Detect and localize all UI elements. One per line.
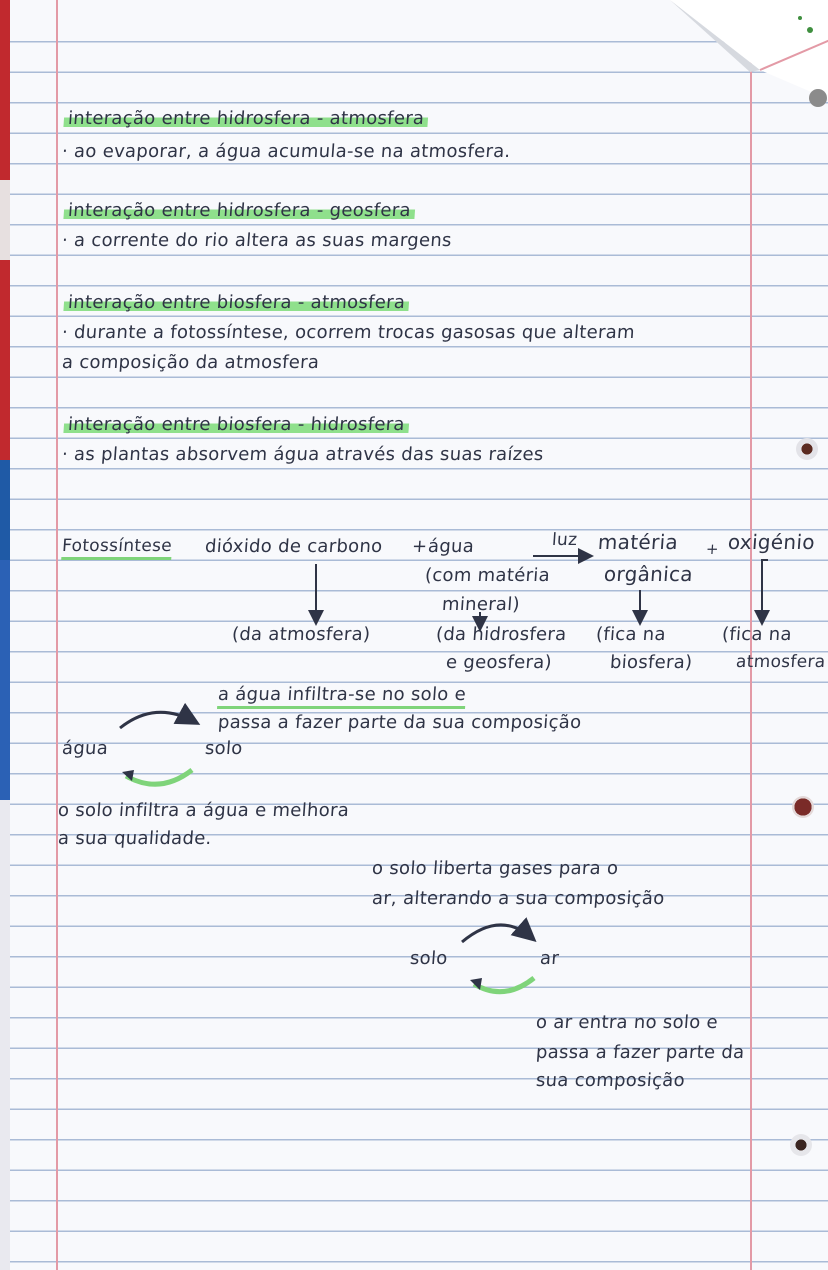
arrow-oxygen-origin <box>762 560 768 622</box>
note-biosfera-atmosfera-cont: a composição da atmosfera <box>61 352 320 373</box>
cycle2-top-2: ar, alterando a sua composição <box>371 888 666 909</box>
origin-organic-2: biosfera) <box>609 652 694 673</box>
cycle1-bottom-2: a sua qualidade. <box>57 828 213 849</box>
product-organic-matter-2: orgânica <box>603 562 694 586</box>
origin-oxygen-2: atmosfera <box>735 652 827 672</box>
cycle2-top-1: o solo liberta gases para o <box>371 858 620 879</box>
cycle2-right-air: ar <box>539 948 560 969</box>
heading-hidrosfera-geosfera: interação entre hidrosfera - geosfera <box>63 200 415 221</box>
cycle2-arrow-top <box>462 925 532 942</box>
reagent-co2: dióxido de carbono <box>204 536 384 557</box>
cycle2-bottom-1: o ar entra no solo e <box>535 1012 719 1033</box>
heading-biosfera-hidrosfera: interação entre biosfera - hidrosfera <box>63 414 409 435</box>
cycle1-top-2: passa a fazer parte da sua composição <box>217 712 583 733</box>
cycle2-arrow-bottom <box>474 978 534 992</box>
heading-biosfera-atmosfera: interação entre biosfera - atmosfera <box>63 292 410 313</box>
origin-oxygen-1: (fica na <box>721 624 793 645</box>
note-biosfera-atmosfera: · durante a fotossíntese, ocorrem trocas gasosas que alteram <box>61 322 636 343</box>
note-hidrosfera-atmosfera: · ao evaporar, a água acumula-se na atmosfera. <box>61 141 512 162</box>
note-hidrosfera-geosfera: · a corrente do rio altera as suas margens <box>61 230 453 251</box>
cycle1-bottom-1: o solo infiltra a água e melhora <box>57 800 350 821</box>
arrow-label-light: luz <box>551 530 579 550</box>
plus-sign-1: + <box>411 536 429 557</box>
origin-co2: (da atmosfera) <box>231 624 372 645</box>
product-organic-matter-1: matéria <box>597 530 679 554</box>
origin-water-1: (da hidrosfera <box>435 624 568 645</box>
cycle1-top-1: a água infiltra-se no solo e <box>217 684 466 705</box>
cycle1-right-soil: solo <box>204 738 244 759</box>
note-biosfera-hidrosfera: · as plantas absorvem água através das suas raízes <box>61 444 545 465</box>
water-note-2: mineral) <box>441 594 521 615</box>
cycle1-left-water: água <box>61 738 109 759</box>
reagent-water: água <box>427 536 475 557</box>
cycle1-arrow-bottom <box>126 770 192 784</box>
water-note-1: (com matéria <box>424 565 551 586</box>
heading-hidrosfera-atmosfera: interação entre hidrosfera - atmosfera <box>63 108 429 129</box>
cycle2-left-soil: solo <box>409 948 449 969</box>
cycle2-bottom-3: sua composição <box>535 1070 686 1091</box>
product-oxygen: oxigénio <box>727 530 816 554</box>
plus-sign-2: + <box>705 540 720 558</box>
cycle1-arrow-top <box>120 712 195 728</box>
cycle2-bottom-2: passa a fazer parte da <box>535 1042 746 1063</box>
origin-water-2: e geosfera) <box>445 652 553 673</box>
photosynthesis-label: Fotossíntese <box>61 536 173 560</box>
origin-organic-1: (fica na <box>595 624 667 645</box>
